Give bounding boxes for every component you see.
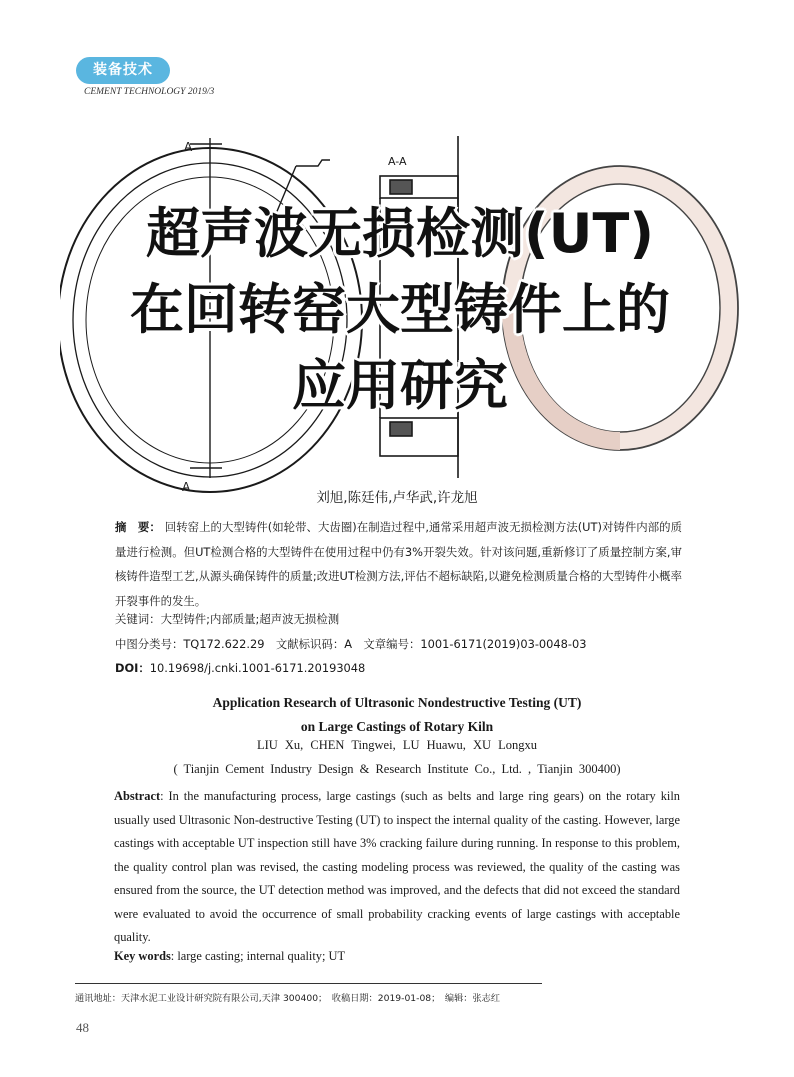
footnote-divider [75,983,542,984]
authors-chinese: 刘旭,陈廷伟,卢华武,许龙旭 [316,490,478,506]
title-chinese-line1: 超声波无损检测(UT) [145,202,655,265]
title-english [0,691,794,739]
title-english-line1: Application Research of Ultrasonic Nondestructive Testing (UT) [212,695,582,710]
abstract-chinese [115,515,682,613]
classification-line: 中图分类号：TQ172.622.29 文献标识码：A 文章编号：1001-6171(2019)03-0048-03 [115,637,587,651]
keywords-english [114,949,345,964]
title-english-line2: on Large Castings of Rotary Kiln [300,719,494,734]
title-chinese-line3: 应用研究 [292,354,508,417]
section-mark-top: A [184,140,193,154]
affiliation-english: ( Tianjin Cement Industry Design & Research Institute Co., Ltd. , Tianjin 300400) [173,762,621,776]
title-chinese-line2: 在回转窑大型铸件上的 [130,278,670,341]
doi-label: DOI： [115,661,150,675]
page-number: 48 [76,1020,89,1035]
abstract-chinese-label: 摘 要： [115,520,161,534]
abstract-english-label: Abstract [114,789,161,803]
abstract-english-text: : In the manufacturing process, large castings (such as belts and large ring gears) on the rotary kiln usually used Ultrasonic Non-destructive Testing (UT) to inspect the internal quality of the casting. However, large castings with acceptable UT inspection still have 3% cracking failure during running. In response to this problem, the quality control plan was revised, the casting modeling process was reviewed, the quality of the casting was ensured from the source, the UT detection method was improved, and the defects that did not exceed the standard were evaluated to avoid the occurrence of small probability cracking events of large castings with acceptable quality. [114,789,680,944]
journal-header: CEMENT TECHNOLOGY 2019/3 [84,87,215,97]
abstract-chinese-text: 回转窑上的大型铸件(如轮带、大齿圈)在制造过程中,通常采用超声波无损检测方法(UT)对铸件内部的质量进行检测。但UT检测合格的大型铸件在使用过程中仍有3%开裂失效。针对该问题,重新修订了质量控制方案,审核铸件造型工艺,从源头确保铸件的质量;改进UT检测方法,评估不超标缺陷,以避免检测质量合格的大型铸件小概率开裂事件的发生。 [115,520,682,608]
keywords-chinese: 关键词：大型铸件;内部质量;超声波无损检测 [115,612,340,626]
banner-illustration [60,118,740,493]
keywords-english-label: Key words [114,949,171,963]
authors-english: LIU Xu, CHEN Tingwei, LU Huawu, XU Longxu [256,738,538,752]
title-chinese [80,196,720,424]
doi-line [115,660,365,676]
abstract-english [114,785,680,950]
keywords-english-text: : large casting; internal quality; UT [170,949,346,963]
section-tab: 装备技术 [76,57,170,84]
section-mark-bottom: A [182,480,191,493]
doi-value[interactable]: 10.19698/j.cnki.1001-6171.20193048 [149,661,366,675]
footnote: 通讯地址：天津水泥工业设计研究院有限公司,天津 300400； 收稿日期：2019-01-08； 编辑：张志红 [75,993,501,1004]
section-label: A-A [388,155,407,168]
